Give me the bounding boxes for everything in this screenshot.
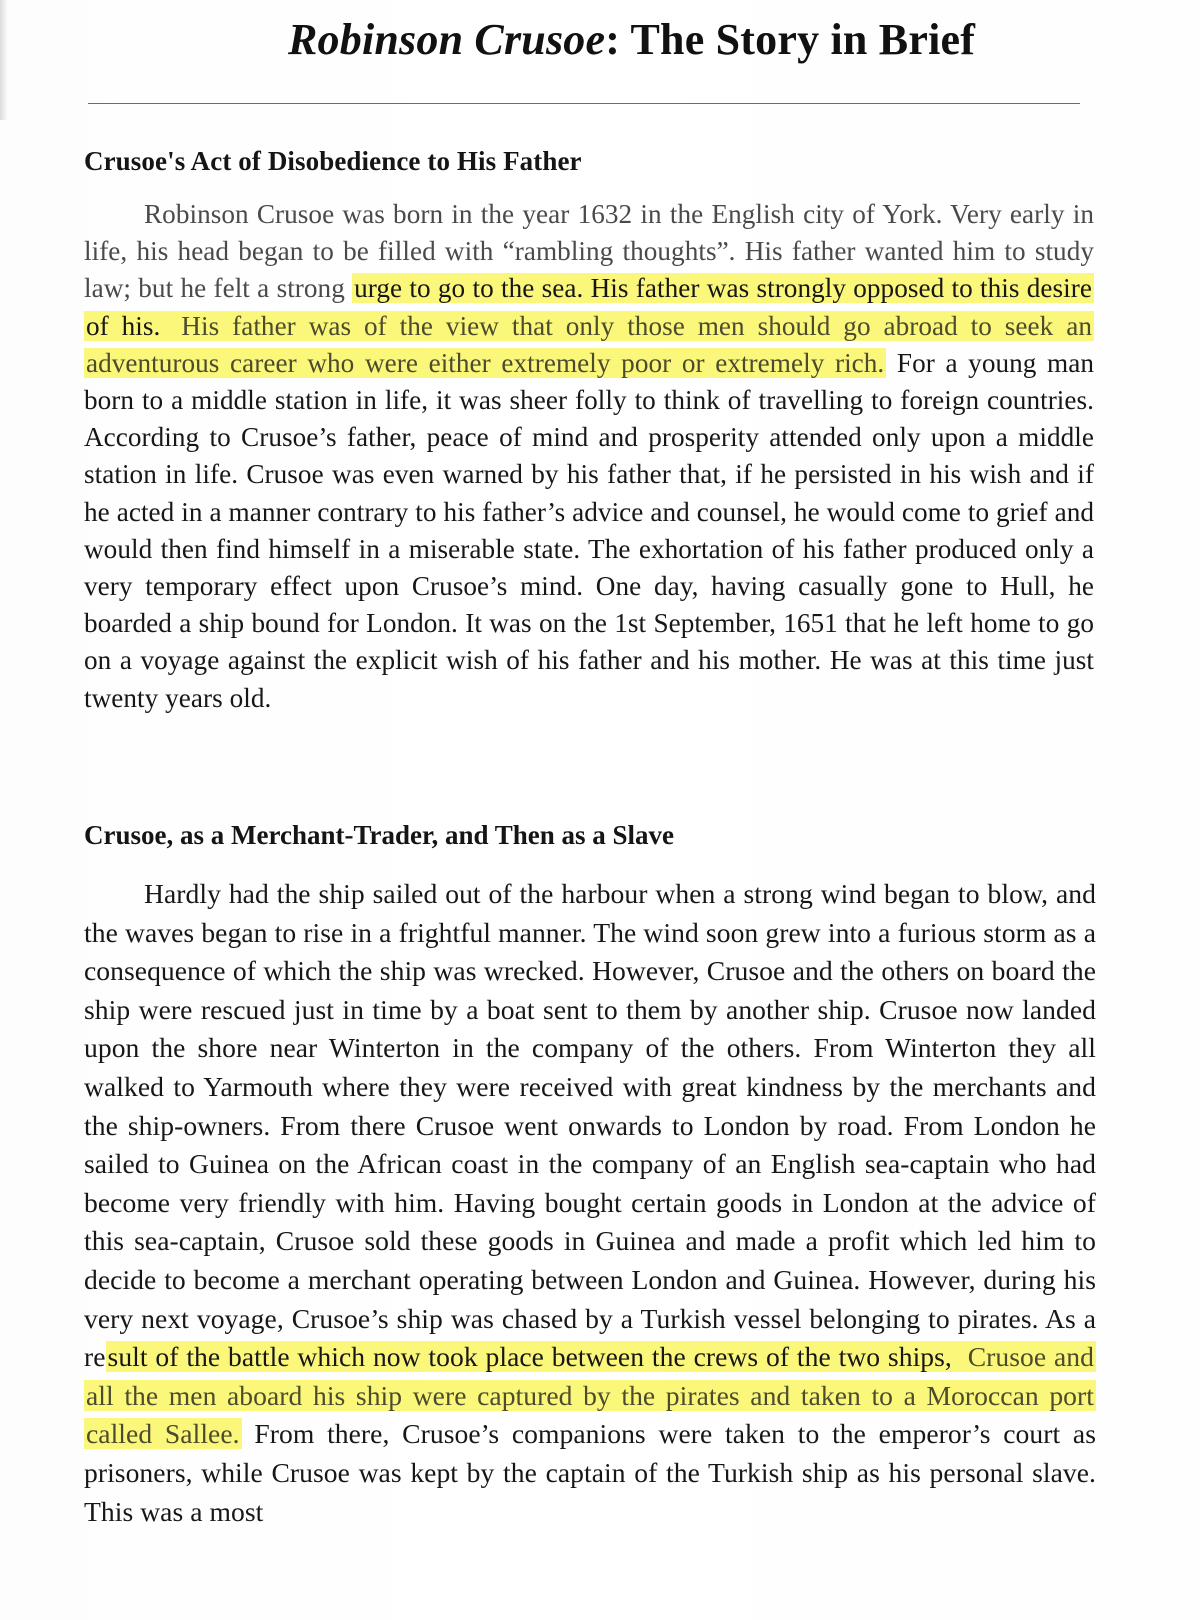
highlighted-text: His father was of the view that only those men should go abroad to seek an adventurous career who were either extremely poor or extremely rich. xyxy=(86,310,1092,378)
title-book-name: Robinson Crusoe xyxy=(288,15,606,64)
section-heading-disobedience: Crusoe's Act of Disobedience to His Father xyxy=(84,146,582,176)
highlighted-text: Crusoe and all the men aboard his ship were captured by the pirates and taken to a Moroccan port called Sallee. xyxy=(86,1341,1094,1450)
paragraph-text: Hardly had the ship sailed out of the harbour when a strong wind began to blow, and the waves began to rise in a frightful manner. The wind soon grew into a furious storm as a consequence of which the ship was wrecked. However, Crusoe and the others on board the ship were rescued just in time by a boat sent to them by another ship. Crusoe now landed upon the shore near Winterton in the company of the others. From Winterton they all walked to Yarmouth where they were received with great kindness by the merchants and the ship-owners. From there Crusoe went onwards to London by road. From London he sailed to Guinea on the African coast in the company of an English sea-captain who had become very friendly with him. Having bought certain goods in London at the advice of this sea-captain, Crusoe sold these goods in Guinea and made a profit which led him to decide to become a merchant operating between London and Guinea. However, during his very next voyage, Crusoe’s ship was chased by a Turkish vessel belonging to pirates. As a re xyxy=(84,878,1096,1373)
paragraph-text: For a young man born to a middle station in life, it was sheer folly to think of travelling to foreign countries. According to Crusoe’s father, peace of mind and prosperity attended only upon a middle station in life. Crusoe was even warned by his father that, if he persisted in his wish and if he acted in a manner contrary to his father’s advice and counsel, he would come to grief and would then find himself in a miserable state. The exhortation of his father produced only a very temporary effect upon Crusoe’s mind. One day, having casually gone to Hull, he boarded a ship bound for London. It was on the 1st September, 1651 that he left home to go on a voyage against the explicit wish of his father and his mother. He was at this time just twenty years old. xyxy=(84,347,1094,713)
title-subtitle: : The Story in Brief xyxy=(605,15,976,64)
title-divider xyxy=(88,103,1080,104)
section-paragraph-merchant-slave xyxy=(84,875,1096,1531)
paragraph-text: Robinson Crusoe was born in the year 1632 in the English city of York. Very early in life, his head began to be filled with “rambling thoughts”. His father wanted him to study law; but he felt a strong xyxy=(84,199,1094,304)
highlighted-gap xyxy=(162,311,179,341)
highlighted-text: sult of the battle which now took place between the crews of the two ships, xyxy=(107,1341,952,1373)
highlighted-gap xyxy=(954,1341,966,1372)
section-paragraph-disobedience xyxy=(84,196,1094,717)
paragraph-text: From there, Crusoe’s companions were taken to the emperor’s court as prisoners, while Crusoe was kept by the captain of the Turkish ship as his personal slave. This was a most xyxy=(84,1418,1096,1527)
highlighted-text: urge to go to the sea. His father was strongly opposed to this desire of his. xyxy=(86,273,1092,341)
page-title xyxy=(0,14,1200,65)
section-heading-merchant-slave: Crusoe, as a Merchant-Trader, and Then as a Slave xyxy=(84,820,675,850)
